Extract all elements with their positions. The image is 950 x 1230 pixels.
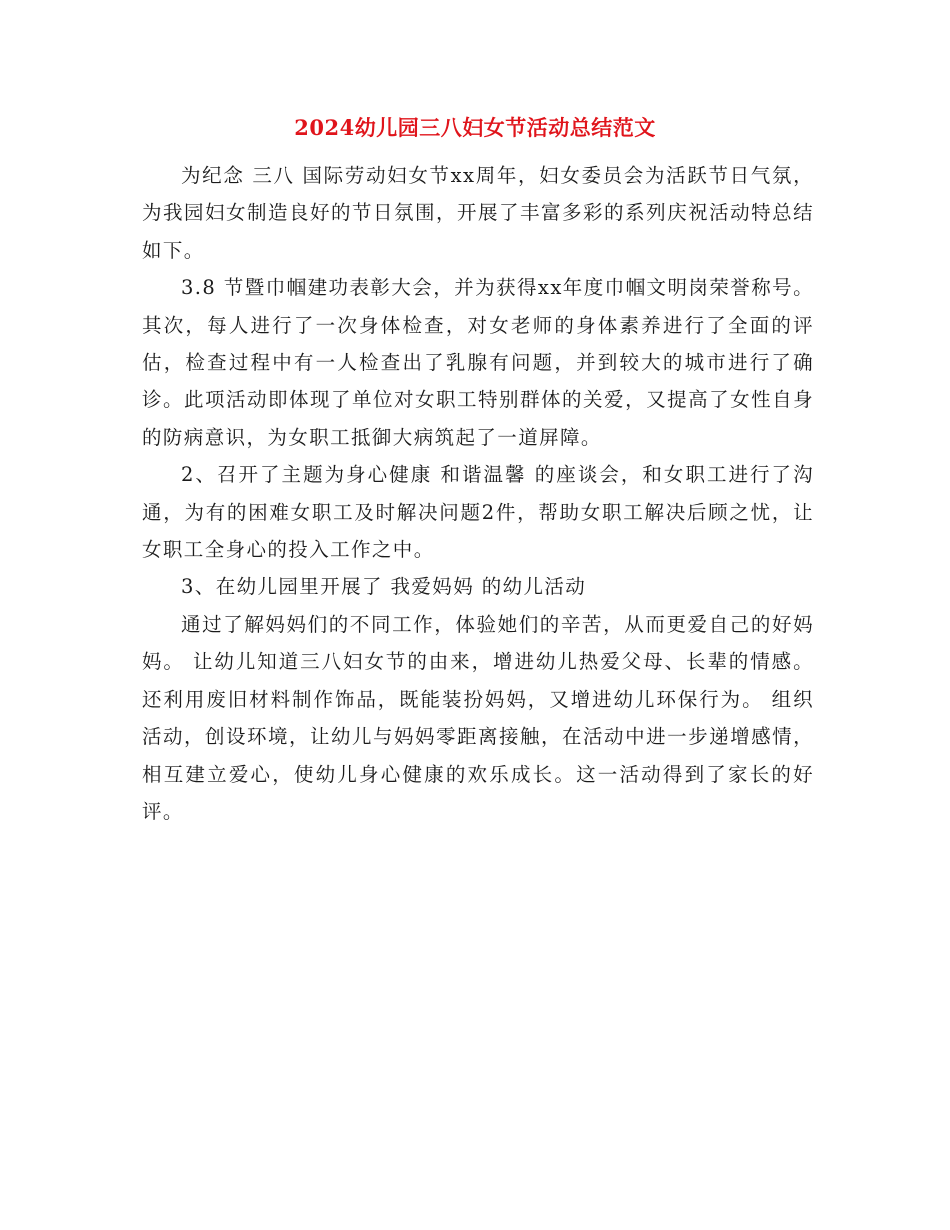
document-title: 2024幼儿园三八妇女节活动总结范文 bbox=[294, 115, 656, 140]
paragraph-activity-detail: 通过了解妈妈们的不同工作，体验她们的辛苦，从而更爱自己的好妈妈。 让幼儿知道三八妇女节的由来，增进幼儿热爱父母、长辈的情感。 还利用废旧材料制作饰品，既能装扮妈妈，又增进幼儿环保行为。 组织活动，创设环境，让幼儿与妈妈零距离接触，在活动中进一步递增感情，相互建立爱心，使幼儿身心健康的欢乐成长。这一活动得到了家长的好评。 bbox=[142, 612, 814, 823]
paragraph-intro: 为纪念 三八 国际劳动妇女节xx周年，妇女委员会为活跃节日气氛，为我园妇女制造良好的节日氛围，开展了丰富多彩的系列庆祝活动特总结如下。 bbox=[142, 164, 814, 262]
document-body bbox=[142, 157, 814, 830]
paragraph-item-2: 2、召开了主题为身心健康 和谐温馨 的座谈会，和女职工进行了沟通，为有的困难女职工及时解决问题2件，帮助女职工解决后顾之忧，让女职工全身心的投入工作之中。 bbox=[142, 463, 814, 562]
paragraph-item-3: 3、在幼儿园里开展了 我爱妈妈 的幼儿活动 bbox=[181, 575, 587, 599]
paragraph-item-1: 3.8 节暨巾帼建功表彰大会，并为获得xx年度巾帼文明岗荣誉称号。 其次，每人进行了一次身体检查，对女老师的身体素养进行了全面的评估，检查过程中有一人检查出了乳腺有问题，并到较大的城市进行了确诊。此项活动即体现了单位对女职工特别群体的关爱，又提高了女性自身的防病意识，为女职工抵御大病筑起了一道屏障。 bbox=[142, 276, 814, 449]
